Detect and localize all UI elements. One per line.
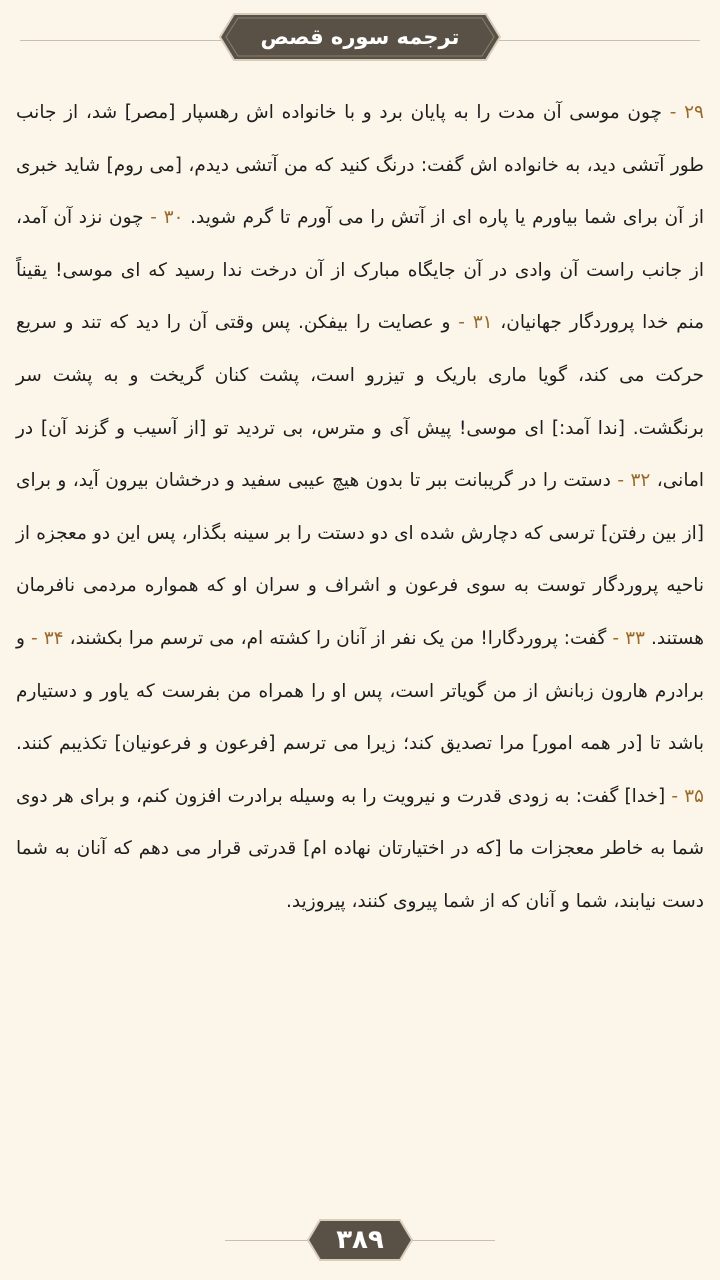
verse-text: دستت را در گریبانت ببر تا بدون هیچ عیبی سفید و درخشان بیرون آید، و برای [از بین رفتن] ترسی که دچارش شده ای دو دستت را بر سینه بگذار، پس این دو معجزه از ناحیه پروردگار توست به سوی فرعون و اشراف و سران او که همواره مردمی نافرمان هستند. [16,470,704,649]
title-badge [218,12,502,62]
verse-number: ۳۲ - [617,470,651,492]
header-divider-right [495,40,700,41]
header-divider-left [20,40,225,41]
verse-text: و برادرم هارون زبانش از من گویاتر است، پس او را همراه من بفرست که یاور و دستیارم باشد تا [در همه امور] مرا تصدیق کند؛ زیرا می ترسم [فرعون و فرعونیان] تکذیبم کنند. [16,627,704,755]
verse-text: [خدا] گفت: به زودی قدرت و نیرویت را به وسیله برادرت افزون کنم، و برای هر دوی شما به خاطر معجزات ما [که در اختیارتان نهاده ام] قدرتی قرار می دهم که آنان به شما دست نیابند، شما و آنان که از شما پیروی کنند، پیروزید. [16,785,704,912]
verse-number: ۳۴ - [30,627,64,649]
verse-text: چون موسی آن مدت را به پایان برد و با خانواده اش رهسپار [مصر] شد، از جانب طور آتشی دید، به خانواده اش گفت: درنگ کنید که من آتشی دیدم، [می روم] شاید خبری از آن برای شما بیاورم یا پاره ای از آتش را می آورم تا گرم شوید. [16,102,704,229]
page-number: ۳۸۹ [336,1225,384,1255]
footer-divider-left [225,1240,310,1241]
verse-number: ۳۵ - [671,785,704,807]
verse-text: گفت: پروردگارا! من یک نفر از آنان را کشته ام، می ترسم مرا بکشند، [63,627,613,649]
verse-number: ۳۳ - [612,627,645,649]
page-footer [0,1215,720,1265]
page-number-badge [306,1218,414,1262]
page-header [0,0,720,80]
verse-number: ۲۹ - [669,102,704,123]
footer-divider-right [410,1240,495,1241]
verse-number: ۳۰ - [150,207,184,229]
surah-title: ترجمه سوره قصص [260,25,460,49]
verse-text: چون نزد آن آمد، از جانب راست آن وادی در آن جایگاه مبارک از آن درخت ندا رسید که ای موسی! یقیناً منم خدا پروردگار جهانیان، [16,207,705,334]
verse-number: ۳۱ - [458,312,493,334]
verse-text: و عصایت را بیفکن. پس وقتی آن را دید که تند و سریع حرکت می کند، گویا ماری باریک و تیزرو است، پشت کنان گریخت و به پشت سر برنگشت. [ندا آمد:] ای موسی! پیش آی و مترس، بی تردید تو [از آسیب و گزند آن] در امانی، [16,312,704,492]
translation-passage [16,87,704,929]
